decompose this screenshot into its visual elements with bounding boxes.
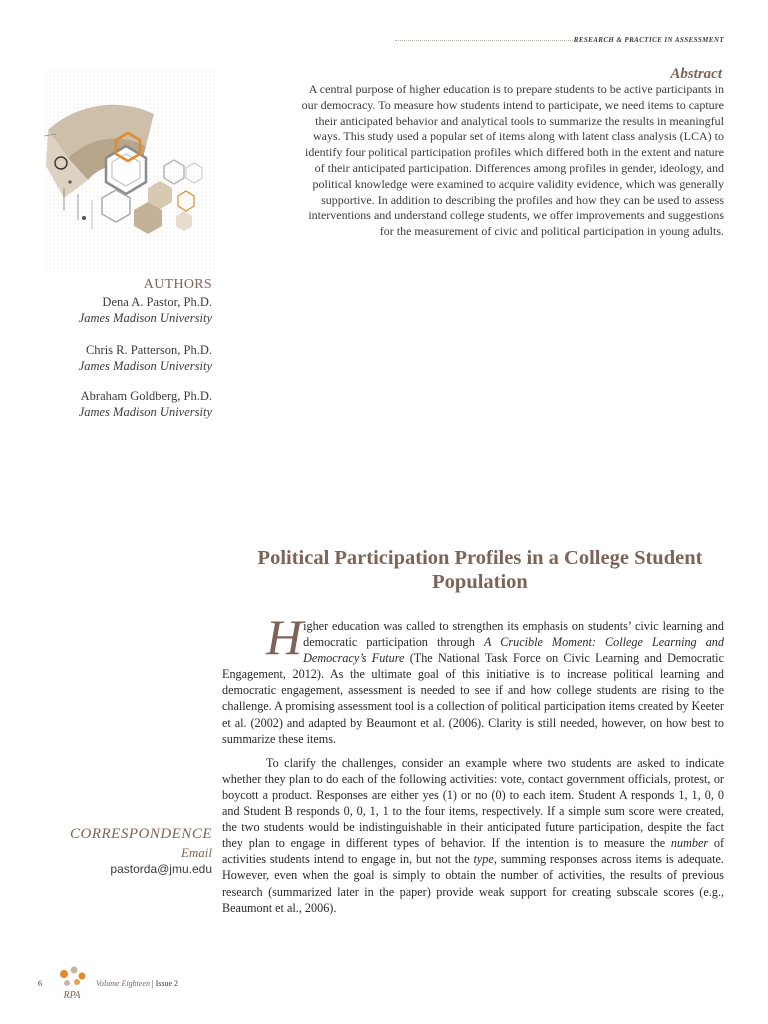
author-affiliation: James Madison University xyxy=(78,359,212,373)
author-affiliation: James Madison University xyxy=(78,405,212,419)
authors-heading: AUTHORS xyxy=(143,277,212,292)
author-name: Dena A. Pastor, Ph.D. xyxy=(102,295,212,309)
author-affiliation: James Madison University xyxy=(78,311,212,325)
header-dotted-rule xyxy=(395,40,575,41)
footer-volume-issue: Volume Eighteen | Issue 2 xyxy=(96,979,179,988)
author-name: Chris R. Patterson, Ph.D. xyxy=(85,343,212,357)
paragraph-2: To clarify the challenges, consider an example where two students are asked to indicate whether they plan to do each of the following activities: vote, contact government officials, protest, or boycott a product. Responses are either yes (1) or no (0) to each item. Student A responds 1, 1, 0, 0 and Student B responds 0, 0, 1, 1 to the four items, respectively. If a simple sum score were created, the two students would be indistinguishable in their anticipated future participation, despite the fact they plan to engage in different types of behavior. If the intention is to measure the number of activities students intend to engage in, but not the type, summing responses across items is adequate. However, even when the goal is simply to obtain the number of activities, the results of previous research (summarized later in the paper) provide weak support for creating subscale scores (e.g., Beaumont et al., 2006). xyxy=(222,755,725,915)
abstract-heading: Abstract xyxy=(670,66,722,82)
email-label: Email xyxy=(180,845,212,860)
page-number: 6 xyxy=(38,979,42,988)
author-entry xyxy=(12,342,212,374)
correspondence-heading: CORRESPONDENCE xyxy=(70,826,212,842)
hexagon-decorative-art xyxy=(44,70,216,270)
svg-text:RPA: RPA xyxy=(63,990,81,1001)
paragraph-1: Higher education was called to strengthen its emphasis on students’ civic learning and democratic participation through A Crucible Moment: College Learning and Democracy’s Future (The National Task Force on Civic Learning and Democratic Engagement, 2012). As the ultimate goal of this initiative is to increase political learning and democratic engagement, assessment is needed to see if and how college students are rising to the challenge. A promising assessment tool is a collection of political participation items created by Keeter et al. (2002) and adapted by Beaumont et al. (2006). Clarity is still needed, however, on how best to summarize these items. xyxy=(222,609,724,746)
author-entry xyxy=(12,388,212,420)
correspondence-email-link[interactable]: pastorda@jmu.edu xyxy=(110,862,212,876)
author-name: Abraham Goldberg, Ph.D. xyxy=(80,389,212,403)
book-title: A Crucible Moment: College Learning and Democracy’s Future xyxy=(303,635,724,666)
author-entry xyxy=(12,294,212,326)
running-head: RESEARCH & PRACTICE IN ASSESSMENT xyxy=(573,36,724,44)
article-body xyxy=(222,609,725,924)
rpa-logo xyxy=(56,965,88,1001)
article-title: Political Participation Profiles in a College Student Population xyxy=(257,547,703,593)
drop-cap: H xyxy=(266,609,303,665)
abstract-text: A central purpose of higher education is to prepare students to be active participants in our democracy. To measure how students intend to participate, we need items to capture their anticipated behavior and analytical tools to summarize the results in meaningful ways. This study used a popular set of items along with latent class analysis (LCA) to identify four political participation profiles which differed both in the extent and nature of their anticipated participation. Differences among profiles in gender, ideology, and political knowledge were examined to acquire validity evidence, which was generally supportive. In addition to describing the profiles and how they can be used to assess interventions and understand college students, we offer improvements and suggestions for the measurement of civic and political participation in young adults. xyxy=(301,82,724,239)
